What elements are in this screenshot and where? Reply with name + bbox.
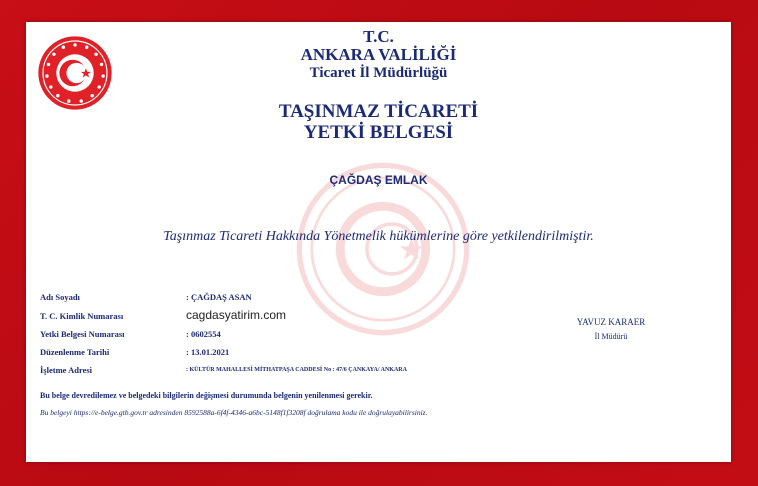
field-value: : 13.01.2021 <box>186 347 230 357</box>
company-name: ÇAĞDAŞ EMLAK <box>329 173 428 187</box>
field-label: Düzenlenme Tarihi <box>40 347 110 357</box>
verification-notice: Bu belgeyi https://e-belge.gtb.gov.tr adresinden 8592588a-6f4f-4346-a6bc-5148f1f3208f doğrulama kodu ile doğrulayabilirsiniz. <box>40 408 428 417</box>
authorization-statement: Taşınmaz Ticareti Hakkında Yönetmelik hükümlerine göre yetkilendirilmiştir. <box>163 229 594 244</box>
title-line-2: YETKİ BELGESİ <box>303 122 454 143</box>
field-label: İşletme Adresi <box>40 365 93 375</box>
field-value: : ÇAĞDAŞ ASAN <box>186 292 252 302</box>
title-line-1: TAŞINMAZ TİCARETİ <box>278 101 479 122</box>
website-overlay: cagdasyatirim.com <box>186 308 287 322</box>
field-label: Yetki Belgesi Numarası <box>40 329 125 339</box>
signatory-role: İl Müdürü <box>594 332 628 341</box>
transfer-notice: Bu belge devredilemez ve belgedeki bilgilerin değişmesi durumunda belgenin yenilenmesi gerekir. <box>40 391 373 400</box>
field-label: Adı Soyadı <box>40 292 80 302</box>
field-label: T. C. Kimlik Numarası <box>40 311 124 321</box>
header-governorship: ANKARA VALİLİĞİ <box>300 45 457 64</box>
header-directorate: Ticaret İl Müdürlüğü <box>309 65 448 81</box>
certificate <box>26 22 731 462</box>
field-value: : 0602554 <box>186 329 221 339</box>
field-value: : KÜLTÜR MAHALLESİ MİTHATPAŞA CADDESİ No : 47/6 ÇANKAYA/ ANKARA <box>186 367 407 373</box>
document-title <box>26 101 731 143</box>
signature-block <box>546 317 676 341</box>
signatory-name: YAVUZ KARAER <box>576 317 646 327</box>
header-tc: T.C. <box>363 27 394 46</box>
authority-header <box>26 28 731 82</box>
